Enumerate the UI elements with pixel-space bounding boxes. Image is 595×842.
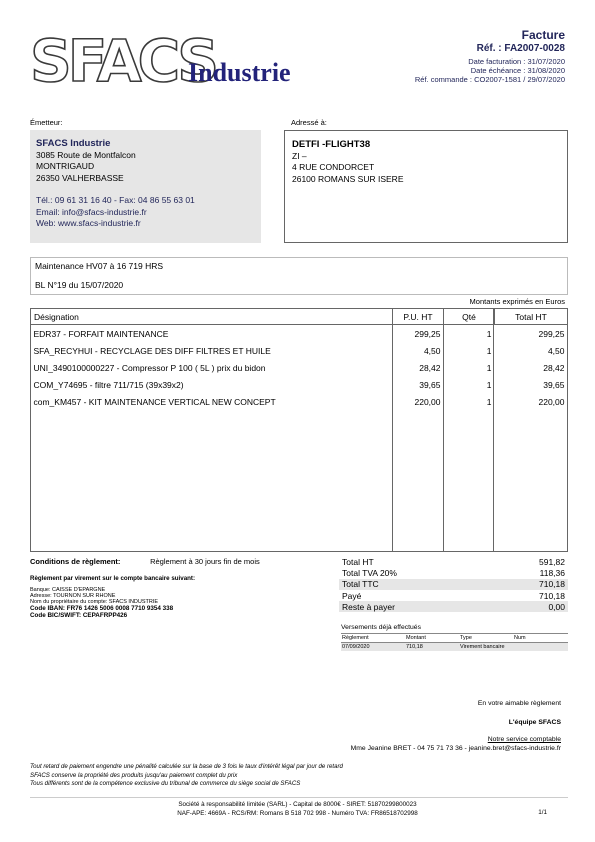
legal-line3: Tous différents sont de la compétence exclusive du tribunal de commerce du siège social de SFACS (30, 780, 301, 788)
total-row (339, 556, 568, 567)
versements-col-montant: Montant (406, 635, 426, 641)
total-value: 710,18 (539, 590, 565, 601)
total-value: 591,82 (539, 556, 565, 567)
company-logo (30, 27, 320, 95)
total-row (339, 590, 568, 601)
total-label: Payé (342, 590, 362, 601)
versements-col-type: Type (460, 635, 472, 641)
row-qte: 1 (486, 328, 492, 339)
recipient-name: DETFI -FLIGHT38 (292, 139, 371, 150)
versements-block (341, 624, 568, 651)
versement-type: Virement bancaire (460, 644, 505, 650)
conditions-value: Règlement à 30 jours fin de mois (150, 557, 260, 566)
recipient-block (284, 130, 568, 243)
row-designation: EDR37 - FORFAIT MAINTENANCE (33, 328, 169, 339)
versements-table (341, 633, 568, 651)
legal-line1: Tout retard de paiement engendre une pénalité calculée sur la base de 3 fois le taux d'intérêt légal par jour de retard (30, 763, 343, 770)
footer-line2: NAF-APE: 4669A - RCS/RM: Romans B 518 702 998 - Numéro TVA: FR86518702998 (177, 810, 418, 817)
date-echeance: Date échéance : 31/08/2020 (470, 66, 565, 75)
row-designation: UNI_3490100000227 - Compressor P 100 ( 5L ) prix du bidon (33, 362, 266, 373)
closing-block (261, 700, 561, 752)
currency-note: Montants exprimés en Euros (469, 297, 565, 306)
emitter-name: SFACS Industrie (36, 138, 111, 149)
row-total: 4,50 (547, 345, 565, 356)
row-qte: 1 (486, 396, 492, 407)
total-row (339, 601, 568, 612)
total-value: 0,00 (548, 601, 565, 612)
invoice-title: Facture (521, 28, 565, 42)
total-value: 118,36 (539, 567, 565, 578)
recipient-line2: 4 RUE CONDORCET (292, 162, 375, 172)
total-label: Total HT (342, 556, 374, 567)
table-row (31, 325, 568, 343)
total-value: 710,18 (539, 579, 565, 590)
recipient-line3: 26100 ROMANS SUR ISERE (292, 173, 404, 184)
table-row (31, 376, 568, 393)
row-total: 299,25 (538, 328, 565, 339)
date-facturation: Date facturation : 31/07/2020 (468, 57, 565, 66)
closing-service: Notre service comptable (487, 736, 561, 743)
row-designation: com_KM457 - KIT MAINTENANCE VERTICAL NEW CONCEPT (33, 396, 276, 407)
legal-block (30, 763, 430, 789)
recipient-line1: ZI – (292, 150, 307, 161)
row-qte: 1 (486, 379, 492, 390)
items-header-row (31, 309, 568, 325)
footer-line1: Société à responsabilité limitée (SARL) - Capital de 8000€ - SIRET: 51870299800023 (178, 801, 417, 808)
legal-line2: SFACS conserve la propriété des produits jusqu'au paiement complet du prix (30, 771, 238, 779)
bank-name: Banque: CAISSE D'EPARGNE (30, 587, 106, 593)
versement-num (513, 643, 568, 652)
col-header-designation: Désignation (31, 309, 393, 325)
note-line1: Maintenance HV07 à 16 719 HRS (35, 261, 164, 271)
emitter-phone: Tél.: 09 61 31 16 40 - Fax: 04 86 55 63 01 (36, 195, 195, 205)
emitter-city: MONTRIGAUD (36, 161, 95, 171)
order-ref: Réf. commande : CO2007-1581 / 29/07/2020 (414, 75, 565, 84)
col-header-pu: P.U. HT (393, 309, 444, 325)
row-pu: 4,50 (423, 345, 441, 356)
transfer-label: Règlement par virement sur le compte bancaire suivant: (30, 575, 196, 582)
row-total: 39,65 (543, 379, 565, 390)
emitter-web[interactable]: Web: www.sfacs-industrie.fr (36, 218, 141, 228)
page-number: 1/1 (538, 809, 547, 816)
versements-title: Versements déjà effectués (341, 624, 421, 631)
footer (0, 800, 595, 818)
table-row (31, 393, 568, 410)
emitter-email[interactable]: Email: info@sfacs-industrie.fr (36, 206, 147, 217)
footer-divider (30, 797, 568, 798)
row-pu: 220,00 (414, 396, 441, 407)
emitter-block (30, 130, 261, 243)
closing-team: L'équipe SFACS (508, 719, 561, 726)
versements-col-reglement: Règlement (342, 635, 369, 641)
versement-montant: 710,18 (406, 644, 423, 650)
total-label: Total TVA 20% (342, 567, 397, 578)
row-designation: SFA_RECYHUI - RECYCLAGE DES DIFF FILTRES ET HUILE (33, 345, 271, 356)
account-owner: Nom du propriétaire du compte: SFACS INDUSTRIE (30, 599, 159, 605)
iban: Code IBAN: FR76 1426 5006 0008 7710 9354 338 (30, 605, 174, 612)
row-pu: 28,42 (419, 362, 441, 373)
closing-greeting: En votre aimable règlement (477, 700, 561, 707)
total-label: Total TTC (342, 579, 379, 590)
bank-address: Adresse: TOURNON SUR RHONE (30, 593, 116, 599)
table-row (31, 359, 568, 376)
versement-date: 07/09/2020 (342, 644, 370, 650)
totals-table (339, 556, 568, 612)
row-qte: 1 (486, 345, 492, 356)
versements-header-row (341, 634, 568, 643)
versements-col-num: Num (514, 635, 526, 641)
total-row (339, 567, 568, 578)
row-designation: COM_Y74695 - filtre 711/715 (39x39x2) (33, 379, 184, 390)
invoice-header (305, 28, 565, 84)
recipient-label: Adressé à: (291, 118, 327, 127)
emitter-zip: 26350 VALHERBASSE (36, 172, 124, 183)
total-row (339, 579, 568, 590)
bic: Code BIC/SWIFT: CEPAFRPP426 (30, 612, 128, 619)
closing-contact: Mme Jeanine BRET - 04 75 71 73 36 - jeanine.bret@sfacs-industrie.fr (350, 745, 561, 752)
logo-industrie-text: Industrie (188, 58, 291, 87)
row-total: 28,42 (543, 362, 565, 373)
col-header-qte: Qté (444, 309, 495, 325)
row-total: 220,00 (538, 396, 565, 407)
invoice-ref: Réf. : FA2007-0028 (476, 43, 565, 54)
note-block (30, 257, 568, 295)
emitter-address: 3085 Route de Montfalcon (36, 149, 136, 160)
row-qte: 1 (486, 362, 492, 373)
total-label: Reste à payer (342, 601, 395, 612)
items-table (30, 308, 568, 410)
table-row (31, 342, 568, 359)
row-pu: 39,65 (419, 379, 441, 390)
logo-sfacs-text: SFACS (30, 27, 216, 95)
versements-row (341, 643, 568, 652)
emitter-label: Émetteur: (30, 118, 63, 127)
row-pu: 299,25 (414, 328, 441, 339)
payment-block (30, 557, 330, 619)
note-line2: BL N°19 du 15/07/2020 (35, 280, 124, 290)
col-header-total: Total HT (495, 309, 568, 325)
conditions-label: Conditions de règlement: (30, 557, 121, 566)
